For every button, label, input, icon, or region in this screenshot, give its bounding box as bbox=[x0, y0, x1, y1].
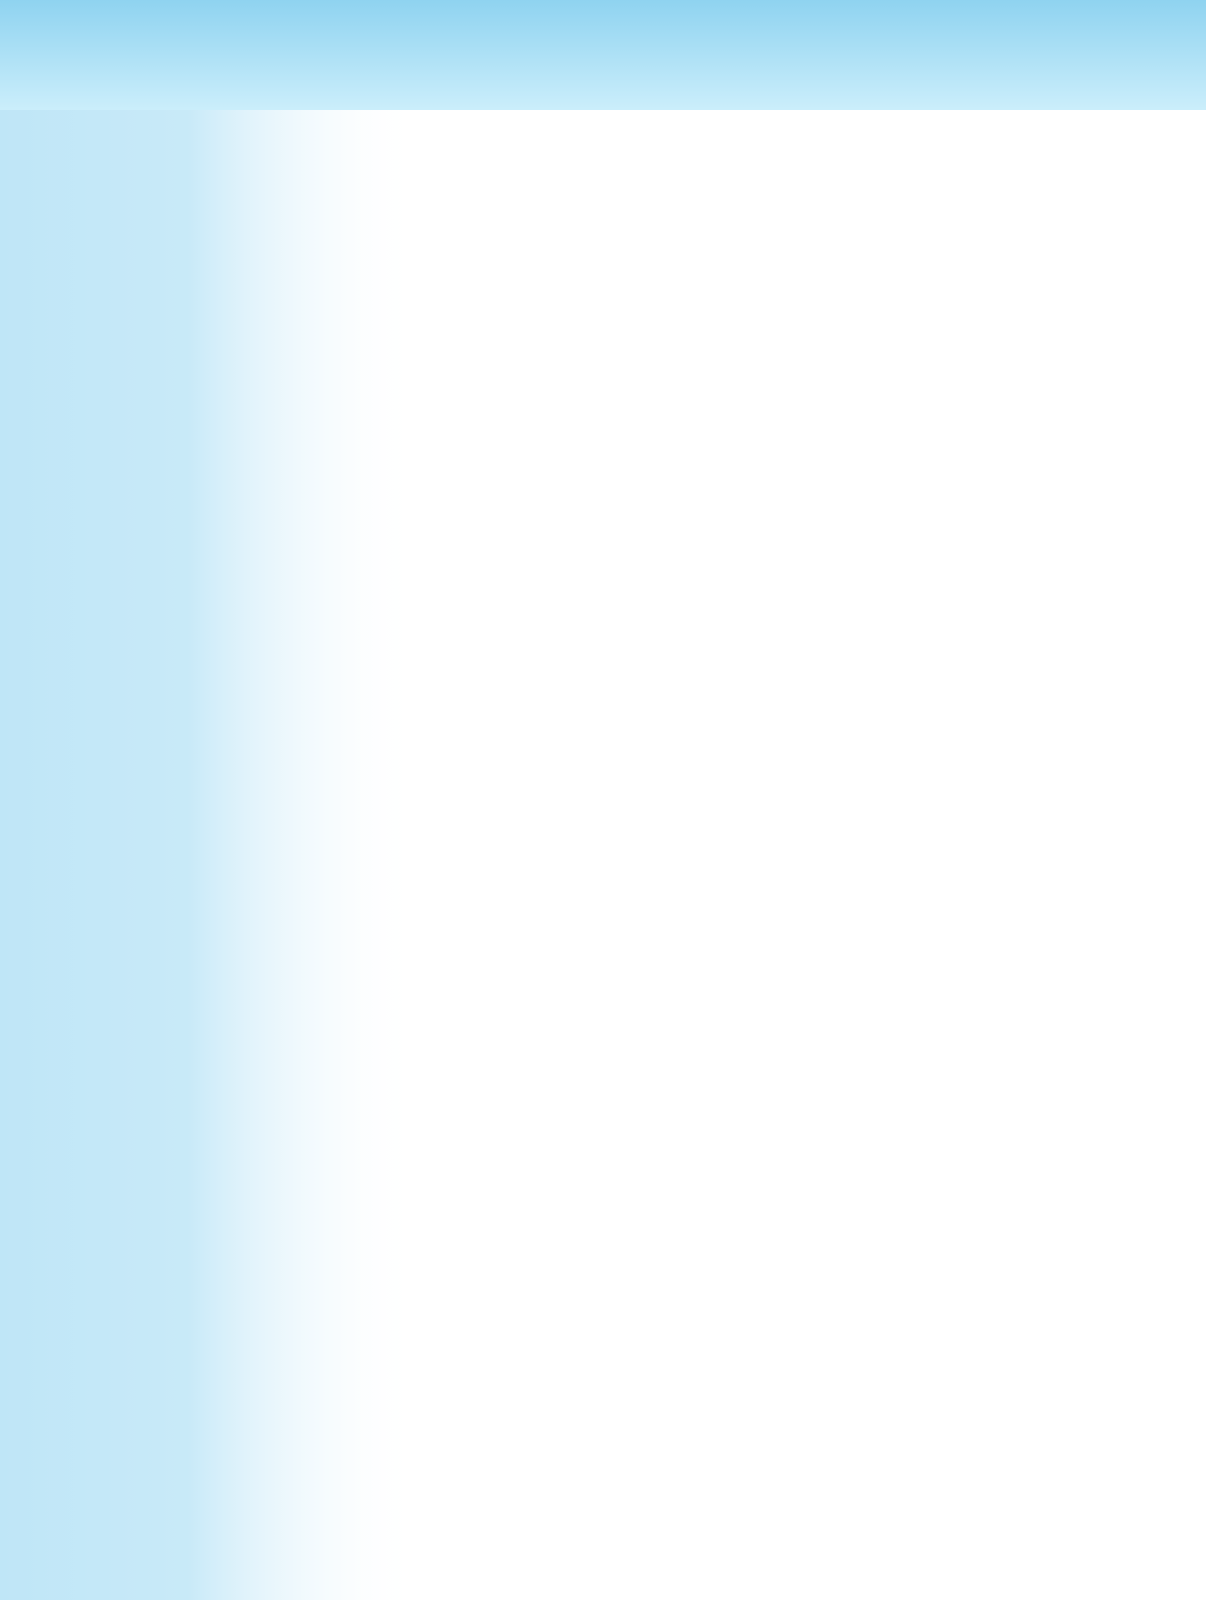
side-panel-background bbox=[0, 0, 420, 1600]
top-band-background bbox=[0, 0, 1206, 110]
letter-content bbox=[274, 140, 1074, 152]
